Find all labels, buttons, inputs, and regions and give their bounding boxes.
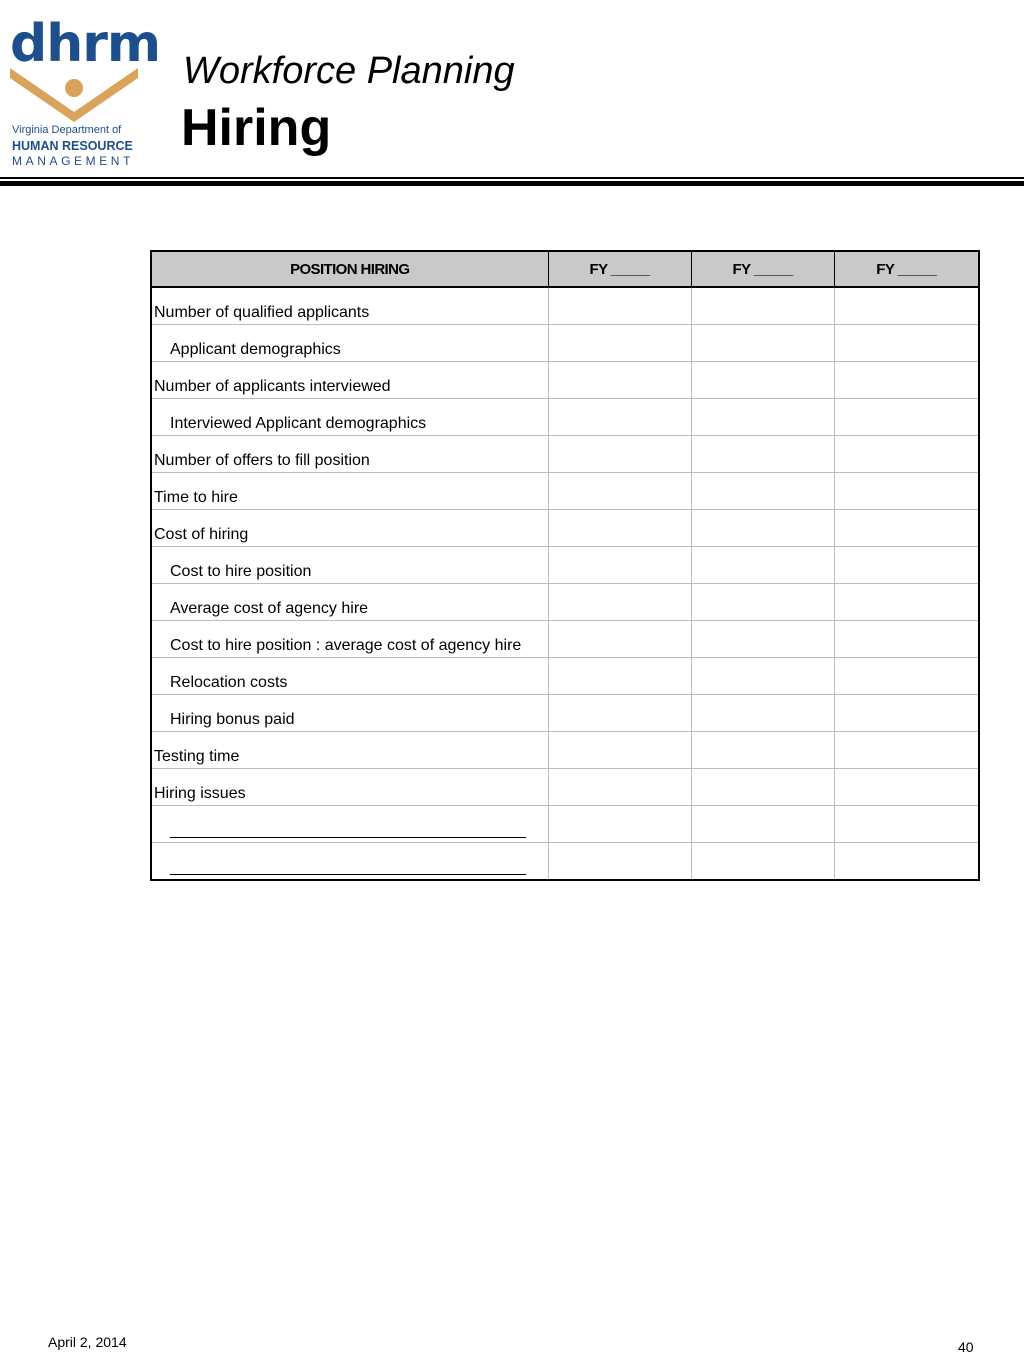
row-label: ________________________________________ <box>151 806 548 843</box>
person-chevron-icon <box>8 66 140 124</box>
table-row <box>151 621 979 658</box>
row-label: Cost to hire position : average cost of agency hire <box>151 621 548 658</box>
fy-3-cell[interactable] <box>834 473 979 510</box>
logo-line-3: MANAGEMENT <box>12 154 135 168</box>
fy-2-cell[interactable] <box>691 547 834 584</box>
row-label: Number of offers to fill position <box>151 436 548 473</box>
fy-1-cell[interactable] <box>548 732 691 769</box>
row-label: Cost to hire position <box>151 547 548 584</box>
fy-3-cell[interactable] <box>834 806 979 843</box>
table-row <box>151 399 979 436</box>
fy-3-cell[interactable] <box>834 621 979 658</box>
fy-1-cell[interactable] <box>548 806 691 843</box>
table-row <box>151 843 979 881</box>
fy-2-cell[interactable] <box>691 806 834 843</box>
fy-3-cell[interactable] <box>834 732 979 769</box>
column-header-position-hiring: POSITION HIRING <box>151 251 548 287</box>
row-label: Cost of hiring <box>151 510 548 547</box>
row-label: Number of qualified applicants <box>151 287 548 325</box>
row-label: Hiring issues <box>151 769 548 806</box>
table-row <box>151 287 979 325</box>
fy-2-cell[interactable] <box>691 510 834 547</box>
table-row <box>151 325 979 362</box>
fy-2-cell[interactable] <box>691 695 834 732</box>
fy-1-cell[interactable] <box>548 325 691 362</box>
header-rule-thick <box>0 181 1024 186</box>
fy-2-cell[interactable] <box>691 658 834 695</box>
row-label: Hiring bonus paid <box>151 695 548 732</box>
fy-2-cell[interactable] <box>691 473 834 510</box>
row-label: Average cost of agency hire <box>151 584 548 621</box>
fy-3-cell[interactable] <box>834 658 979 695</box>
fy-2-cell[interactable] <box>691 436 834 473</box>
table-row <box>151 769 979 806</box>
column-header-fy-3: FY _____ <box>834 251 979 287</box>
fy-1-cell[interactable] <box>548 658 691 695</box>
table-row <box>151 473 979 510</box>
fy-2-cell[interactable] <box>691 362 834 399</box>
table-row <box>151 658 979 695</box>
fy-3-cell[interactable] <box>834 843 979 881</box>
page-number: 40 <box>958 1339 974 1355</box>
fy-3-cell[interactable] <box>834 399 979 436</box>
logo-wordmark <box>10 14 161 74</box>
fy-2-cell[interactable] <box>691 732 834 769</box>
logo-line-1: Virginia Department of <box>12 124 122 136</box>
table-row <box>151 510 979 547</box>
fy-1-cell[interactable] <box>548 473 691 510</box>
column-header-fy-2: FY _____ <box>691 251 834 287</box>
column-header-fy-1: FY _____ <box>548 251 691 287</box>
fy-2-cell[interactable] <box>691 769 834 806</box>
table-row <box>151 732 979 769</box>
footer-date: April 2, 2014 <box>48 1334 127 1350</box>
row-label: Interviewed Applicant demographics <box>151 399 548 436</box>
fy-1-cell[interactable] <box>548 584 691 621</box>
fy-1-cell[interactable] <box>548 621 691 658</box>
fy-1-cell[interactable] <box>548 547 691 584</box>
page-title: Hiring <box>181 99 332 157</box>
fy-2-cell[interactable] <box>691 584 834 621</box>
table-header-row <box>151 251 979 287</box>
fy-3-cell[interactable] <box>834 325 979 362</box>
table-row <box>151 806 979 843</box>
dhrm-logo <box>8 14 161 170</box>
position-hiring-table <box>150 250 980 881</box>
table-row <box>151 362 979 399</box>
header-rule-thin <box>0 177 1024 179</box>
fy-2-cell[interactable] <box>691 287 834 325</box>
fy-3-cell[interactable] <box>834 547 979 584</box>
row-label: Testing time <box>151 732 548 769</box>
fy-1-cell[interactable] <box>548 695 691 732</box>
fy-2-cell[interactable] <box>691 621 834 658</box>
fy-3-cell[interactable] <box>834 695 979 732</box>
fy-3-cell[interactable] <box>834 584 979 621</box>
fy-3-cell[interactable] <box>834 510 979 547</box>
fy-3-cell[interactable] <box>834 436 979 473</box>
fy-3-cell[interactable] <box>834 769 979 806</box>
fy-3-cell[interactable] <box>834 287 979 325</box>
fy-2-cell[interactable] <box>691 399 834 436</box>
table-row <box>151 436 979 473</box>
table-row <box>151 584 979 621</box>
row-label: Relocation costs <box>151 658 548 695</box>
row-label: Time to hire <box>151 473 548 510</box>
row-label: ________________________________________ <box>151 843 548 881</box>
fy-1-cell[interactable] <box>548 769 691 806</box>
row-label: Number of applicants interviewed <box>151 362 548 399</box>
fy-1-cell[interactable] <box>548 287 691 325</box>
fy-2-cell[interactable] <box>691 843 834 881</box>
page-subtitle: Workforce Planning <box>183 50 515 92</box>
table-row <box>151 547 979 584</box>
fy-3-cell[interactable] <box>834 362 979 399</box>
logo-wordmark-text: dhrm <box>10 14 161 74</box>
fy-1-cell[interactable] <box>548 510 691 547</box>
fy-1-cell[interactable] <box>548 436 691 473</box>
row-label: Applicant demographics <box>151 325 548 362</box>
logo-line-2: HUMAN RESOURCE <box>12 139 133 153</box>
fy-2-cell[interactable] <box>691 325 834 362</box>
table-row <box>151 695 979 732</box>
fy-1-cell[interactable] <box>548 399 691 436</box>
fy-1-cell[interactable] <box>548 362 691 399</box>
fy-1-cell[interactable] <box>548 843 691 881</box>
